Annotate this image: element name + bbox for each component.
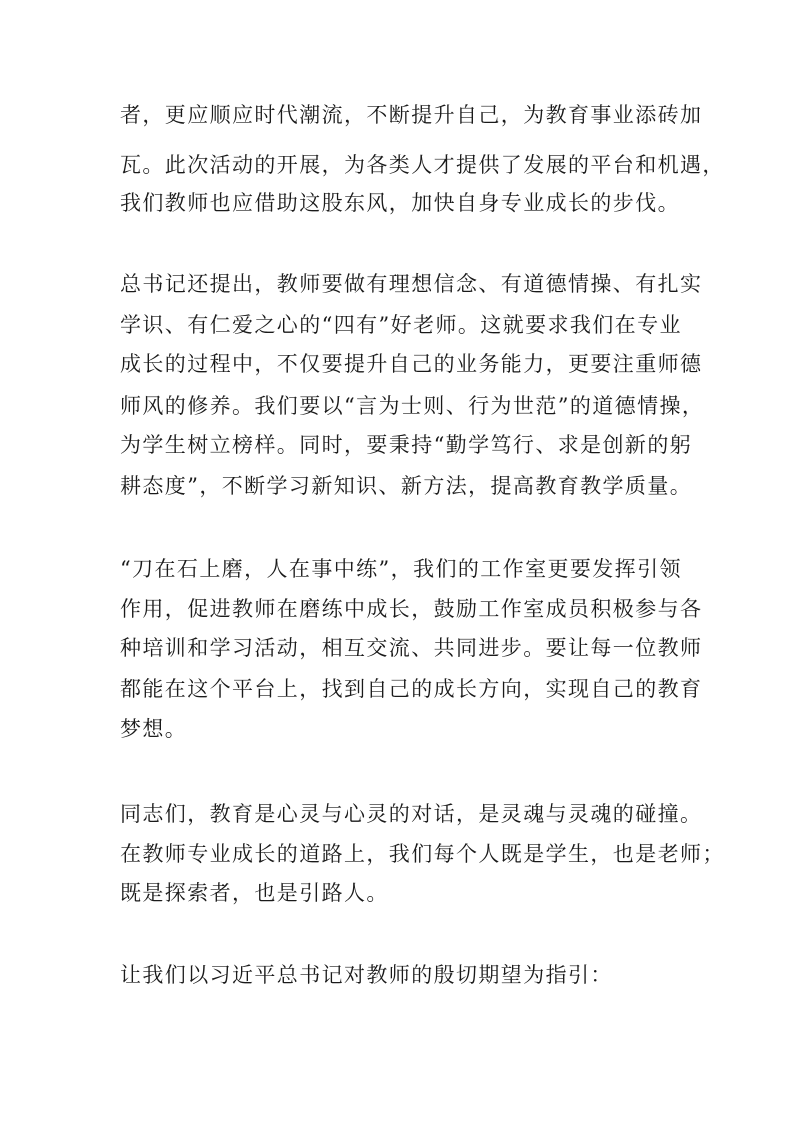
paragraph-2-line-6: 耕态度”，不断学习新知识、新方法，提高教育教学质量。 (120, 474, 693, 498)
paragraph-2-line-1: 总书记还提出，教师要做有理想信念、有道德情操、有扎实 (120, 272, 703, 296)
paragraph-4-line-2: 在教师专业成长的道路上，我们每个人既是学生，也是老师； (120, 842, 725, 866)
paragraph-2-line-3: 成长的过程中，不仅要提升自己的业务能力，更要注重师德 (120, 352, 703, 376)
paragraph-3-line-1: “刀在石上磨，人在事中练”，我们的工作室更要发挥引领 (120, 557, 682, 581)
paragraph-2-line-5: 为学生树立榜样。同时，要秉持“勤学笃行、求是创新的躬 (120, 433, 693, 457)
paragraph-2-line-4: 师风的修养。我们要以“言为士则、行为世范”的道德情操， (120, 394, 705, 418)
paragraph-5-line-1: 让我们以习近平总书记对教师的殷切期望为指引： (120, 963, 613, 987)
paragraph-3-line-5: 梦想。 (120, 717, 188, 741)
paragraph-1-line-1: 者，更应顺应时代潮流，不断提升自己，为教育事业添砖加 (120, 103, 703, 127)
paragraph-1-line-3: 我们教师也应借助这股东风，加快自身专业成长的步伐。 (120, 191, 680, 215)
paragraph-3-line-2: 作用，促进教师在磨练中成长，鼓励工作室成员积极参与各 (120, 597, 703, 621)
paragraph-1-line-2: 瓦。此次活动的开展，为各类人才提供了发展的平台和机遇， (120, 153, 725, 177)
paragraph-4-line-1: 同志们，教育是心灵与心灵的对话，是灵魂与灵魂的碰撞。 (120, 802, 703, 826)
paragraph-3-line-4: 都能在这个平台上，找到自己的成长方向，实现自己的教育 (120, 677, 703, 701)
paragraph-3-line-3: 种培训和学习活动，相互交流、共同进步。要让每一位教师 (120, 636, 703, 660)
paragraph-2-line-2: 学识、有仁爱之心的“四有”好老师。这就要求我们在专业 (120, 313, 682, 337)
paragraph-4-line-3: 既是探索者，也是引路人。 (120, 881, 389, 905)
